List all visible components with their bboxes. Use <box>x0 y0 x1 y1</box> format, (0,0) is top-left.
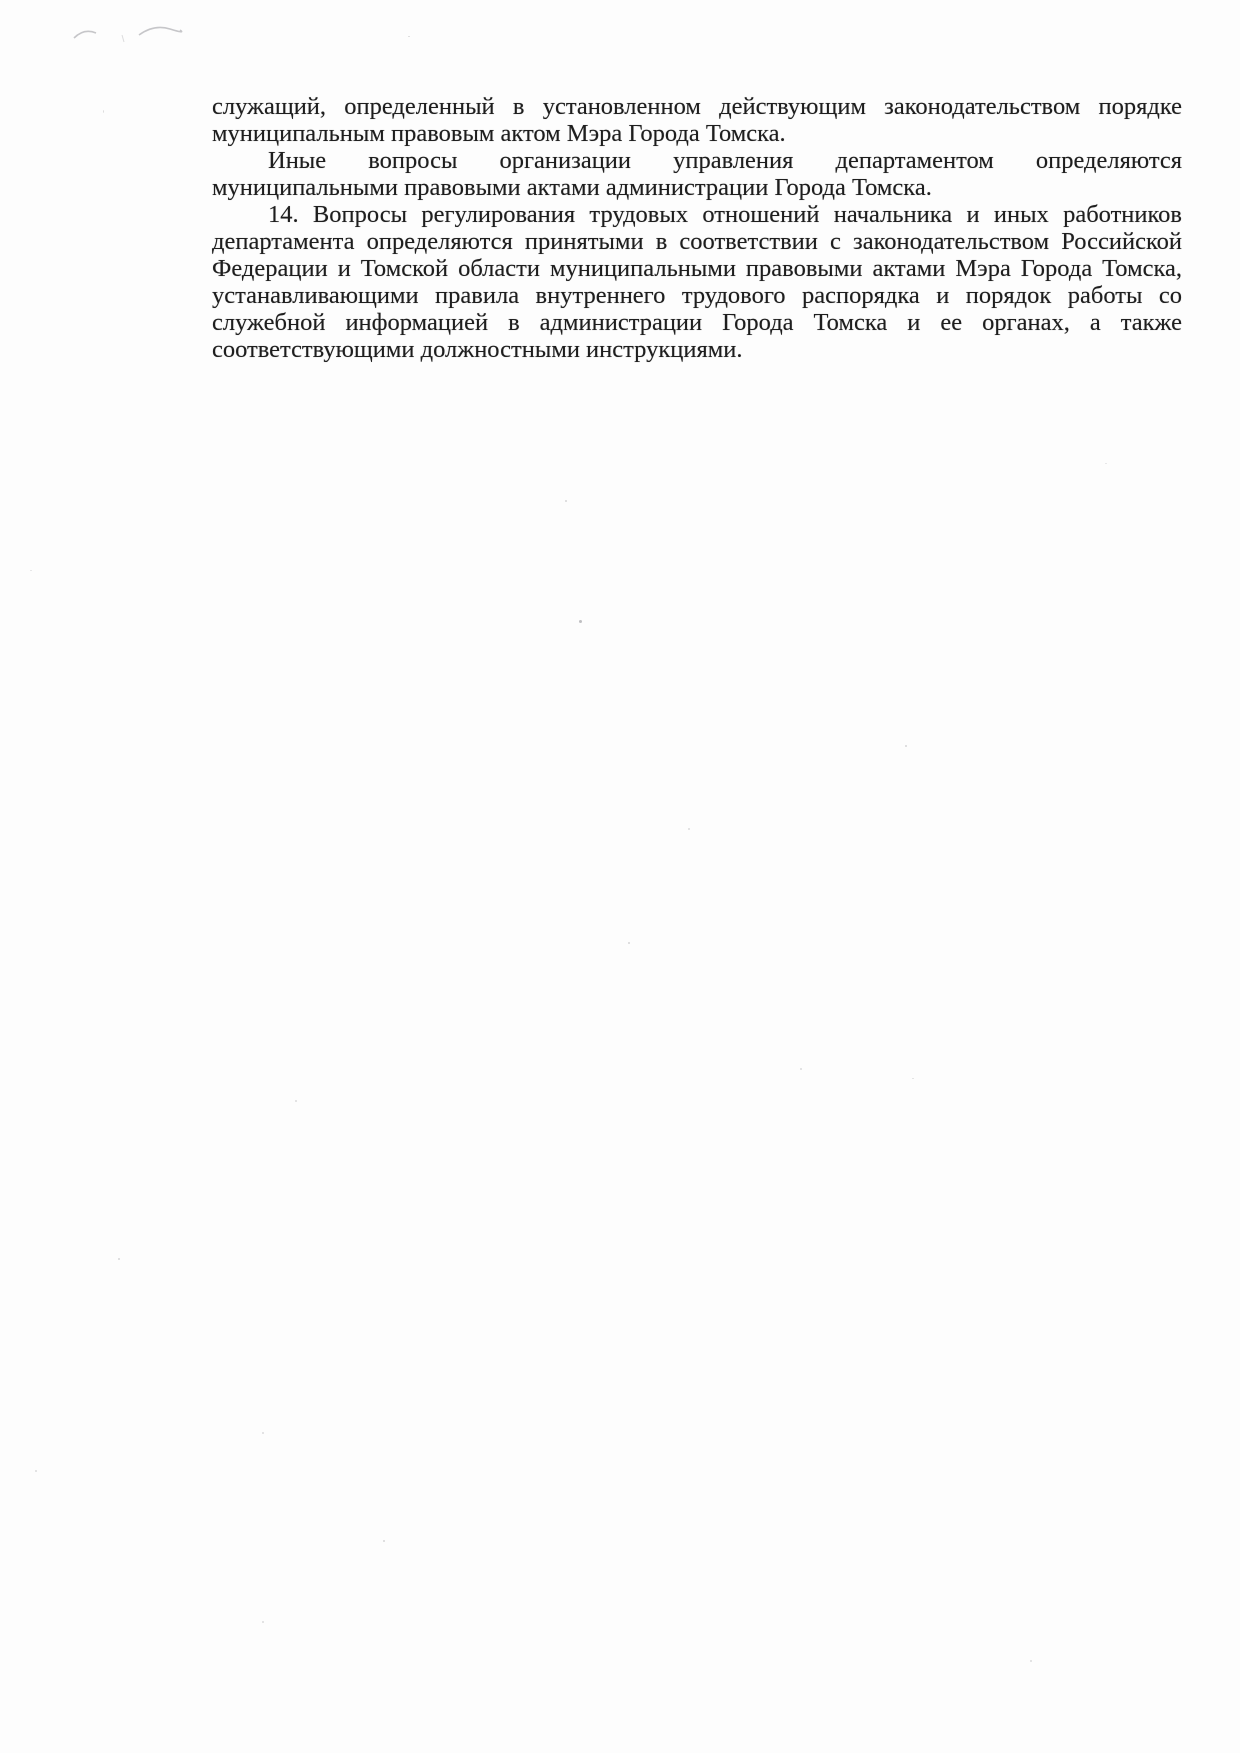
scan-speck <box>905 745 907 747</box>
scan-speck <box>383 1540 385 1542</box>
scan-speck <box>295 1100 297 1102</box>
scan-speck <box>408 36 410 37</box>
scan-speck <box>118 1258 120 1260</box>
scan-speck <box>912 1078 914 1079</box>
pencil-mark <box>136 22 184 42</box>
scan-speck <box>1105 463 1107 464</box>
scan-speck <box>262 1432 264 1434</box>
document-text <box>212 93 1182 363</box>
scan-speck <box>579 620 582 623</box>
pencil-mark <box>70 24 110 44</box>
pencil-mark <box>118 32 132 46</box>
scan-speck <box>628 942 630 944</box>
scan-speck <box>262 1621 264 1623</box>
paragraph-item-14: 14. Вопросы регулирования трудовых отношений начальника и иных работников департамента определяются принятыми в соответствии с законодательством Российской Федерации и Томской области муниципальными правовыми актами Мэра Города Томска, устанавливающими правила внутреннего трудового распорядка и порядок работы со служебной информацией в администрации Города Томска и ее органах, а также соответствующими должностными инструкциями. <box>212 201 1182 363</box>
scan-speck <box>800 1068 802 1070</box>
scan-speck <box>35 1470 37 1472</box>
scan-speck <box>1030 1660 1032 1662</box>
paragraph-other-questions: Иные вопросы организации управления департаментом определяются муниципальными правовыми актами администрации Города Томска. <box>212 147 1182 201</box>
scan-speck <box>565 500 567 502</box>
scan-speck <box>688 828 690 830</box>
paragraph-continuation: служащий, определенный в установленном действующим законодательством порядке муниципальным правовым актом Мэра Города Томска. <box>212 93 1182 147</box>
scan-speck <box>103 110 104 113</box>
scan-speck <box>30 570 32 571</box>
